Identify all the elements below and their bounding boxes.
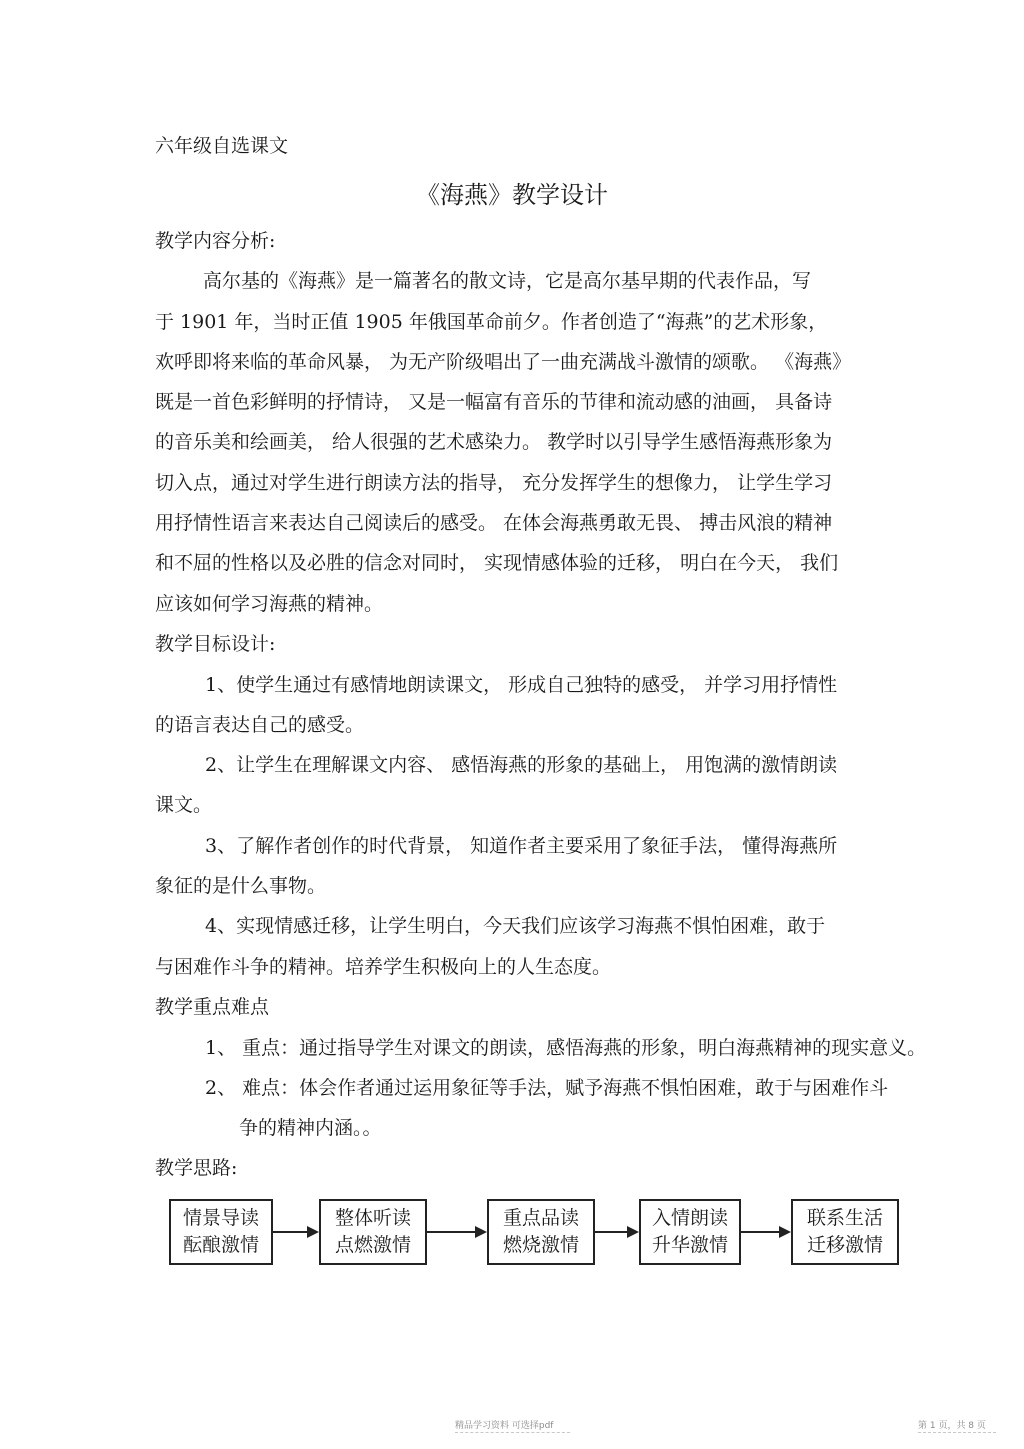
flow-step-text: 酝酿激情 <box>182 1234 259 1256</box>
flow-step-3 <box>487 1199 595 1265</box>
footer-divider <box>455 1432 570 1433</box>
goal-line: 4、实现情感迁移，让学生明白，今天我们应该学习海燕不惧怕困难，敢于 <box>205 915 826 937</box>
goal-line: 1、使学生通过有感情地朗读课文， 形成自己独特的感受， 并学习用抒情性 <box>205 674 838 696</box>
flow-step-5 <box>791 1199 899 1265</box>
paragraph-line: 于 1901 年，当时正值 1905 年俄国革命前夕。作者创造了“海燕”的艺术形象， <box>155 311 828 333</box>
flow-step-1 <box>169 1199 273 1265</box>
key-point-line: 2、 难点：体会作者通过运用象征等手法，赋予海燕不惧怕困难，敢于与困难作斗 <box>205 1077 889 1099</box>
goal-line: 的语言表达自己的感受。 <box>155 714 365 736</box>
paragraph-line: 的音乐美和绘画美， 给人很强的艺术感染力。 教学时以引导学生感悟海燕形象为 <box>155 431 833 453</box>
goal-line: 象征的是什么事物。 <box>155 875 327 897</box>
paragraph-line: 切入点，通过对学生进行朗读方法的指导， 充分发挥学生的想像力， 让学生学习 <box>155 472 833 494</box>
flow-step-text: 升华激情 <box>651 1234 728 1256</box>
flow-step-text: 情景导读 <box>182 1207 259 1229</box>
section-heading-key-points: 教学重点难点 <box>155 996 270 1018</box>
header-note: 六年级自选课文 <box>155 135 289 157</box>
flow-step-4 <box>639 1199 741 1265</box>
flow-step-2 <box>319 1199 427 1265</box>
flow-step-text: 整体听读 <box>334 1207 411 1229</box>
footer-watermark: 精品学习资料 可选择pdf <box>455 1421 554 1431</box>
goal-line: 与困难作斗争的精神。培养学生积极向上的人生态度。 <box>155 956 612 978</box>
paragraph-line: 既是一首色彩鲜明的抒情诗， 又是一幅富有音乐的节律和流动感的油画， 具备诗 <box>155 391 833 413</box>
footer-page-number: 第 1 页，共 8 页 <box>918 1421 986 1431</box>
flow-step-text: 迁移激情 <box>806 1234 883 1256</box>
flow-arrow-icon <box>273 1225 319 1239</box>
flow-arrow-icon <box>427 1225 487 1239</box>
flow-step-text: 入情朗读 <box>651 1207 728 1229</box>
goal-line: 课文。 <box>155 794 213 816</box>
flow-step-text: 重点品读 <box>502 1207 579 1229</box>
section-heading-content-analysis: 教学内容分析: <box>155 230 276 252</box>
flow-step-text: 联系生活 <box>806 1207 883 1229</box>
key-point-line: 1、 重点：通过指导学生对课文的朗读，感悟海燕的形象，明白海燕精神的现实意义。 <box>205 1037 927 1059</box>
goal-line: 2、让学生在理解课文内容、 感悟海燕的形象的基础上， 用饱满的激情朗读 <box>205 754 838 776</box>
paragraph-line: 和不屈的性格以及必胜的信念对同时， 实现情感体验的迁移， 明白在今天， 我们 <box>155 552 839 574</box>
page-title: 《海燕》教学设计 <box>416 181 608 209</box>
flow-step-text: 燃烧激情 <box>502 1234 579 1256</box>
flow-arrow-icon <box>741 1225 791 1239</box>
key-point-line: 争的精神内涵。。 <box>239 1117 382 1139</box>
flow-step-text: 点燃激情 <box>334 1234 411 1256</box>
footer-divider <box>918 1432 996 1433</box>
goal-line: 3、了解作者创作的时代背景， 知道作者主要采用了象征手法， 懂得海燕所 <box>205 835 838 857</box>
section-heading-teaching-flow: 教学思路: <box>155 1157 238 1179</box>
paragraph-line: 欢呼即将来临的革命风暴， 为无产阶级唱出了一曲充满战斗激情的颂歌。 《海燕》 <box>155 351 852 373</box>
paragraph-line: 高尔基的《海燕》是一篇著名的散文诗，它是高尔基早期的代表作品，写 <box>203 270 812 292</box>
section-heading-goals: 教学目标设计: <box>155 633 276 655</box>
paragraph-line: 应该如何学习海燕的精神。 <box>155 593 384 615</box>
flow-arrow-icon <box>595 1225 639 1239</box>
paragraph-line: 用抒情性语言来表达自己阅读后的感受。 在体会海燕勇敢无畏、 搏击风浪的精神 <box>155 512 833 534</box>
